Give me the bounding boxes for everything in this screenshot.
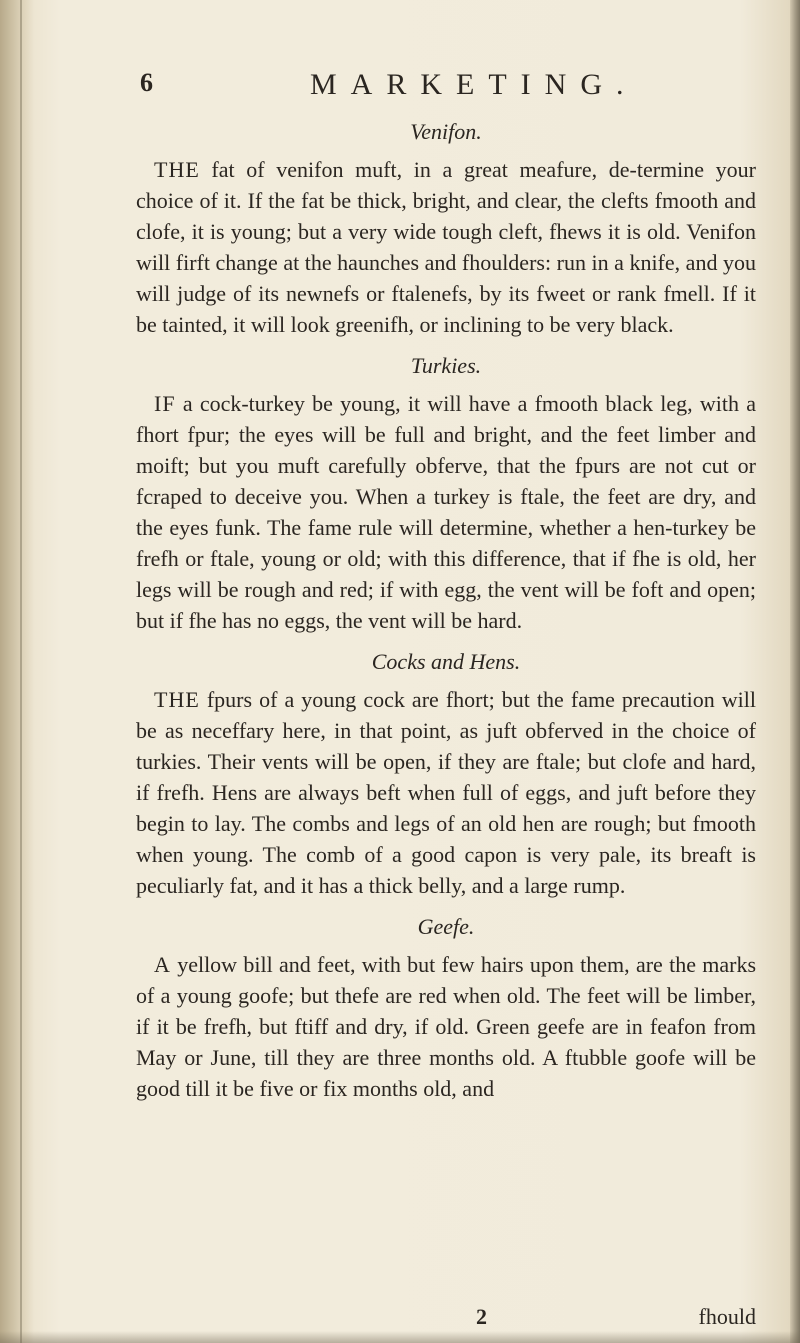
paragraph-lead: A bbox=[154, 952, 171, 977]
page-number: 6 bbox=[140, 68, 153, 97]
section-heading-geese: Geefe. bbox=[417, 914, 475, 939]
text-block bbox=[136, 116, 756, 1114]
paragraph-text: a cock-turkey be young, it will have a fmooth black leg, with a fhort fpur; the eyes will be full and bright, and the feet limber and moift; but you muft carefully obferve, that the fpurs are not cut or fcraped to deceive you. When a turkey is ftale, the feet are dry, and the eyes funk. The fame rule will determine, whether a hen-turkey be frefh or ftale, young or old; with this difference, that if fhe is old, her legs will be rough and red; if with egg, the vent will be foft and open; but if fhe has no eggs, the vent will be hard. bbox=[136, 391, 757, 633]
paragraph-text: fat of venifon muft, in a great meafure, de-termine your choice of it. If the fat be thick, bright, and clear, the clefts fmooth and clofe, it is young; but a very wide tough cleft, fhews it is old. Venifon will firft change at the haunches and fhoulders: run in a knife, and you will judge of its newnefs or ftalenefs, by its fweet or rank fmell. If it be tainted, it will look greenifh, or inclining to be very black. bbox=[136, 157, 757, 337]
page-binding-line bbox=[20, 0, 22, 1343]
page-binding-shadow bbox=[0, 0, 34, 1343]
running-head bbox=[140, 68, 780, 108]
paragraph-lead: THE bbox=[154, 687, 200, 712]
section-heading-venison: Venifon. bbox=[410, 119, 482, 144]
section-heading-cocks-hens: Cocks and Hens. bbox=[371, 649, 521, 674]
paragraph-venison bbox=[136, 154, 756, 340]
paragraph-lead: IF bbox=[154, 391, 176, 416]
paragraph-cocks-hens bbox=[136, 684, 756, 901]
section-heading-turkies: Turkies. bbox=[410, 353, 482, 378]
paragraph-text: fpurs of a young cock are fhort; but the fame precaution will be as neceffary here, in that point, as juft obferved in the choice of turkies. Their vents will be open, if they are ftale; but clofe and hard, if frefh. Hens are always beft when full of eggs, and juft before they begin to lay. The combs and legs of an old hen are rough; but fmooth when young. The comb of a good capon is very pale, its breaft is peculiarly fat, and it has a thick belly, and a large rump. bbox=[136, 687, 757, 898]
paragraph-lead: THE bbox=[154, 157, 200, 182]
paragraph-turkies bbox=[136, 388, 756, 636]
running-title: MARKETING. bbox=[310, 68, 638, 101]
signature-mark: 2 bbox=[476, 1304, 487, 1329]
catchword: fhould bbox=[698, 1304, 756, 1329]
paragraph-geese bbox=[136, 949, 756, 1104]
catchline bbox=[136, 1304, 756, 1334]
page-right-edge bbox=[790, 0, 800, 1343]
paragraph-text: yellow bill and feet, with but few hairs upon them, are the marks of a young goofe; but thefe are red when old. The feet will be limber, if it be frefh, but ftiff and dry, if old. Green geefe are in feafon from May or June, till they are three months old. A ftubble goofe will be good till it be five or fix months old, and bbox=[136, 952, 757, 1101]
